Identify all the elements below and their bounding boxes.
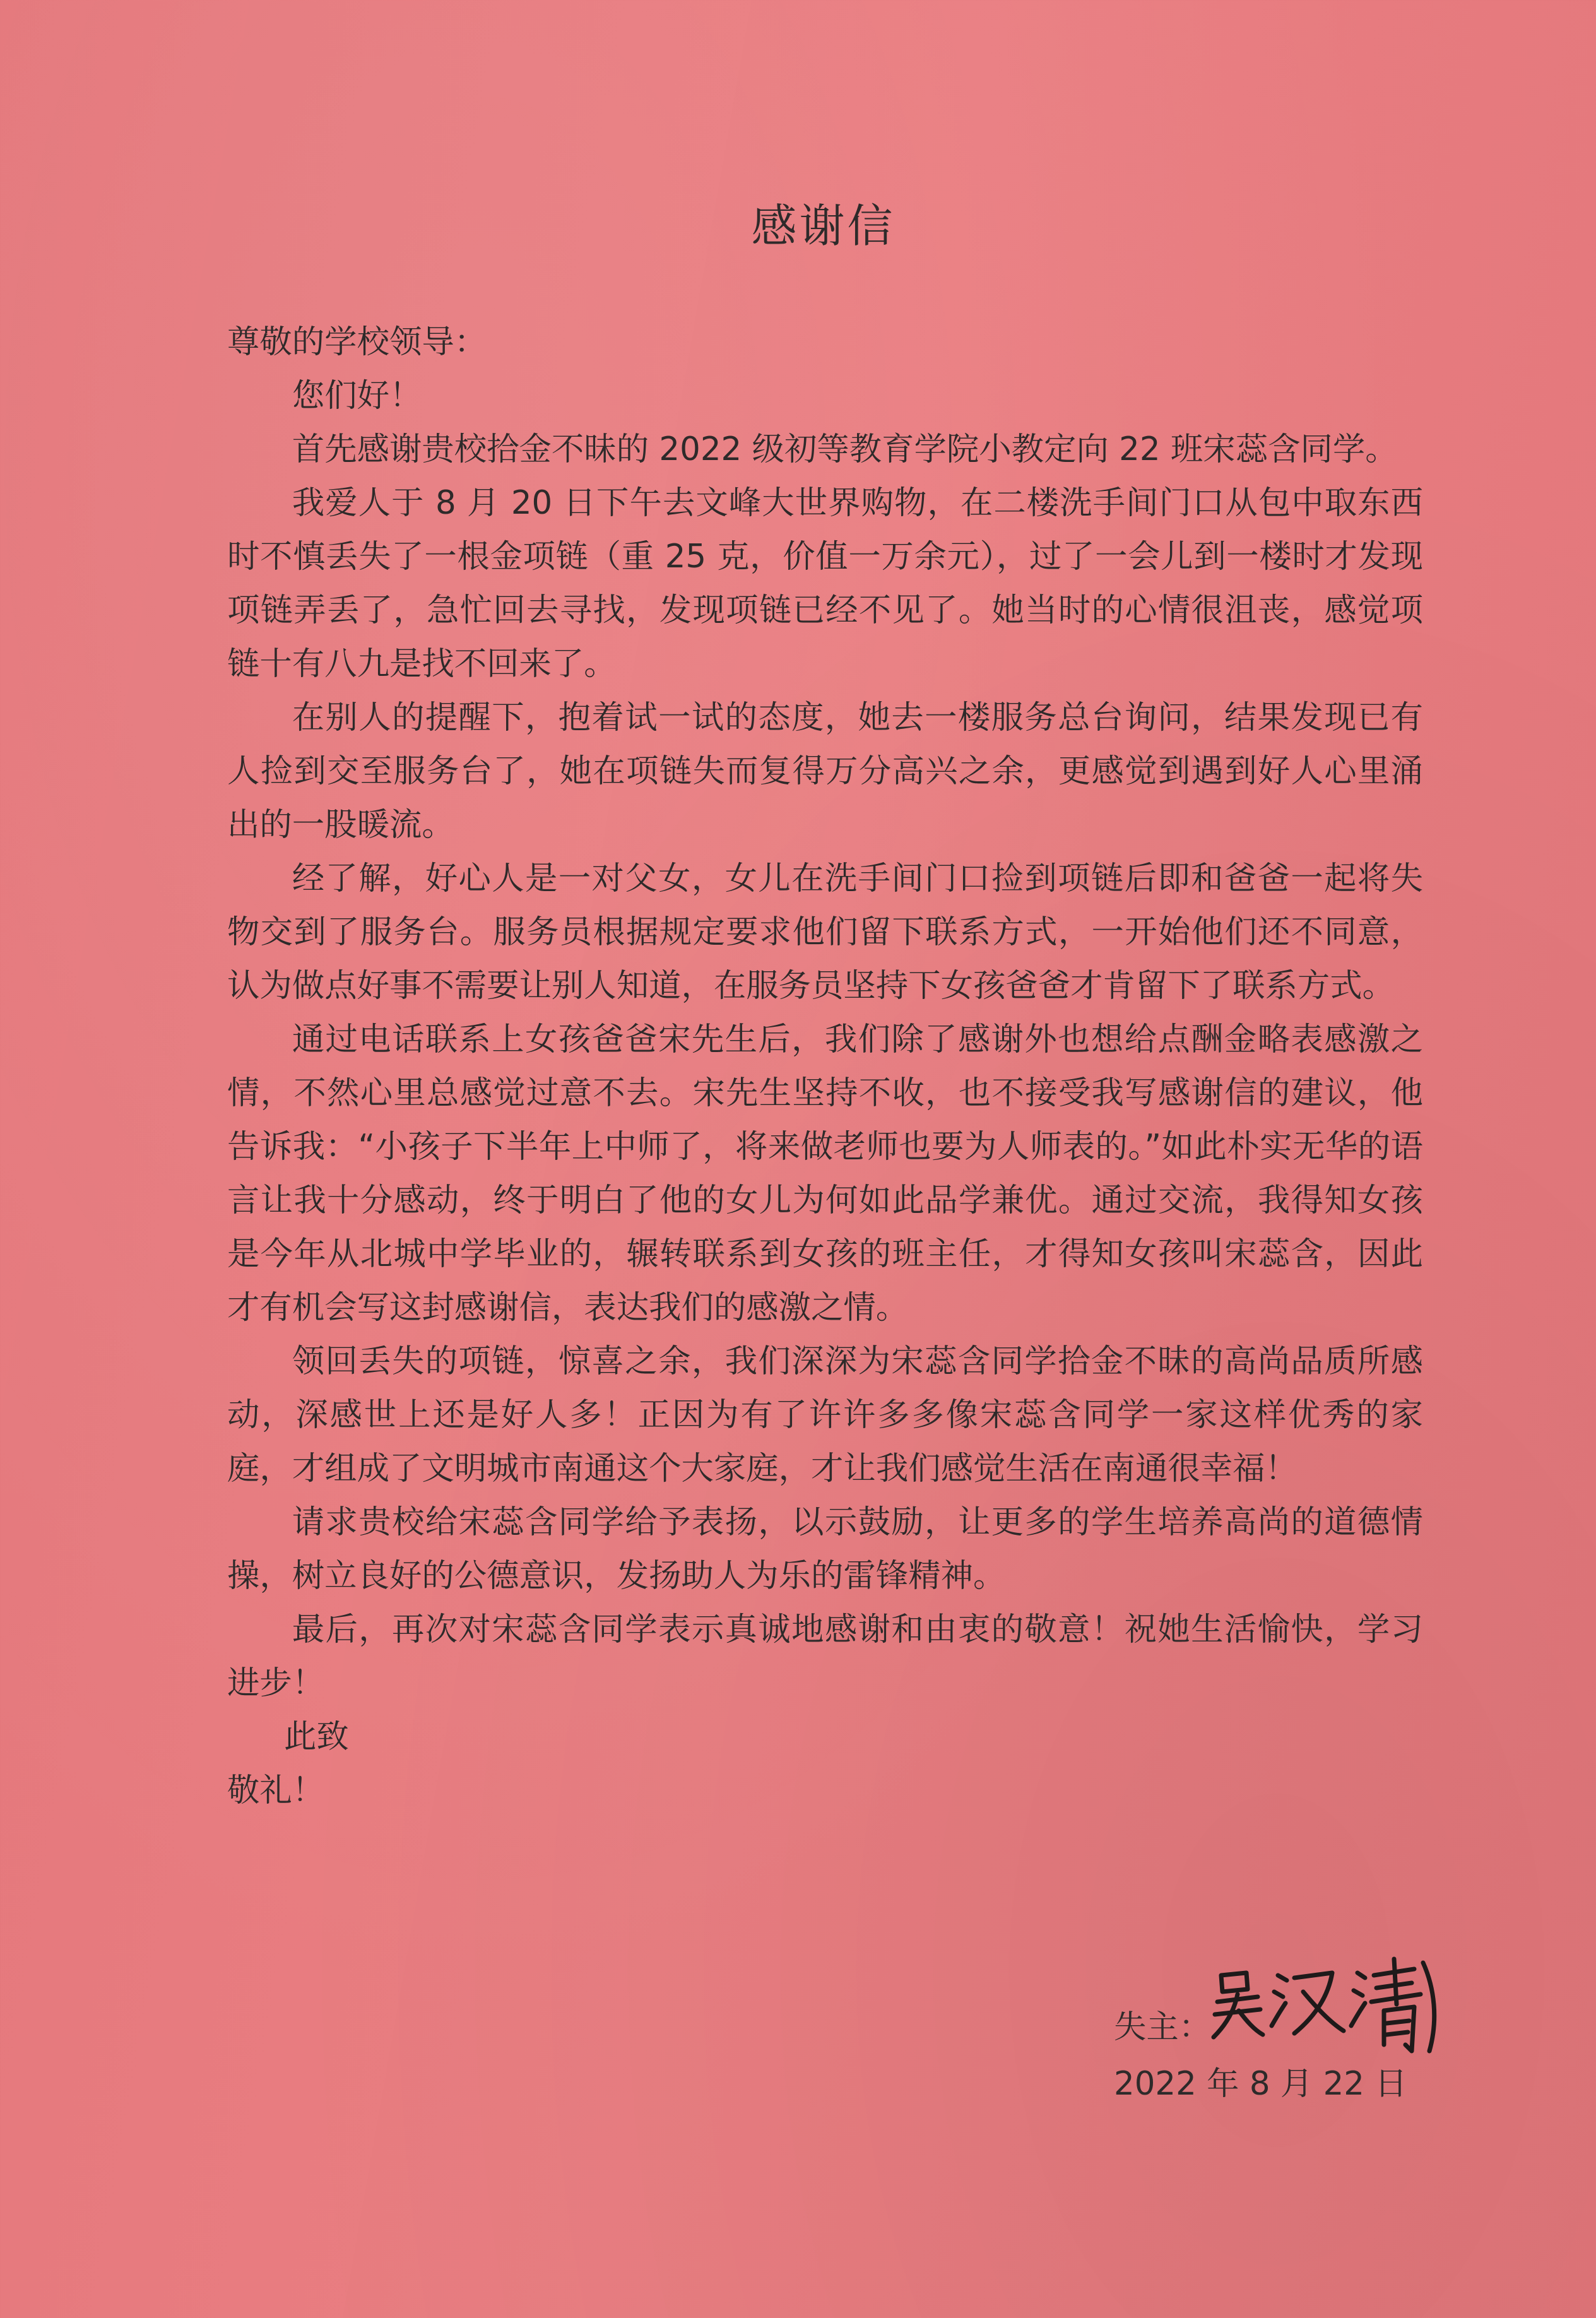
body-paragraph: 领回丢失的项链，惊喜之余，我们深深为宋蕊含同学拾金不昧的高尚品质所感动，深感世上还是好人多！正因为有了许许多多像宋蕊含同学一家这样优秀的家庭，才组成了文明城市南通这个大家庭，才让我们感觉生活在南通很幸福！ bbox=[227, 1342, 1423, 1487]
body-paragraph: 首先感谢贵校拾金不昧的 2022 级初等教育学院小教定向 22 班宋蕊含同学。 bbox=[292, 430, 1398, 468]
body-paragraph: 我爱人于 8 月 20 日下午去文峰大世界购物，在二楼洗手间门口从包中取东西时不慎丢失了一根金项链（重 25 克，价值一万余元），过了一会儿到一楼时才发现项链弄丢了，急忙回去寻找，发现项链已经不见了。她当时的心情很沮丧，感觉项链十有八九是找不回来了。 bbox=[227, 484, 1423, 683]
handwritten-signature bbox=[1209, 1950, 1455, 2057]
salutation: 尊敬的学校领导： bbox=[227, 323, 487, 361]
body-paragraph: 通过电话联系上女孩爸爸宋先生后，我们除了感谢外也想给点酬金略表感激之情，不然心里总感觉过意不去。宋先生坚持不收，也不接受我写感谢信的建议，他告诉我：“小孩子下半年上中师了，将来做老师也要为人师表的。”如此朴实无华的语言让我十分感动，终于明白了他的女儿为何如此品学兼优。通过交流，我得知女孩是今年从北城中学毕业的，辗转联系到女孩的班主任，才得知女孩叫宋蕊含，因此才有机会写这封感谢信，表达我们的感激之情。 bbox=[227, 1020, 1423, 1327]
letter-date: 2022 年 8 月 22 日 bbox=[1114, 2065, 1407, 2103]
body-paragraph: 经了解，好心人是一对父女，女儿在洗手间门口捡到项链后即和爸爸一起将失物交到了服务台。服务员根据规定要求他们留下联系方式，一开始他们还不同意，认为做点好事不需要让别人知道，在服务员坚持下女孩爸爸才肯留下了联系方式。 bbox=[227, 860, 1423, 1005]
closing-line-1: 此致 bbox=[283, 1718, 349, 1756]
body-paragraph: 请求贵校给宋蕊含同学给予表扬，以示鼓励，让更多的学生培养高尚的道德情操，树立良好的公德意识，发扬助人为乐的雷锋精神。 bbox=[227, 1503, 1423, 1595]
body-paragraph: 最后，再次对宋蕊含同学表示真诚地感谢和由衷的敬意！祝她生活愉快，学习进步！ bbox=[227, 1611, 1423, 1702]
closing-line-2: 敬礼！ bbox=[227, 1771, 325, 1809]
signature-block bbox=[1114, 1950, 1429, 2114]
signer-label: 失主： bbox=[1114, 2008, 1212, 2046]
letter-title: 感谢信 bbox=[751, 199, 896, 252]
letter-body bbox=[227, 316, 1423, 1818]
body-paragraph: 在别人的提醒下，抱着试一试的态度，她去一楼服务总台询问，结果发现已有人捡到交至服务台了，她在项链失而复得万分高兴之余，更感觉到遇到好人心里涌出的一股暖流。 bbox=[227, 699, 1423, 844]
greeting-paragraph: 您们好！ bbox=[292, 377, 422, 415]
